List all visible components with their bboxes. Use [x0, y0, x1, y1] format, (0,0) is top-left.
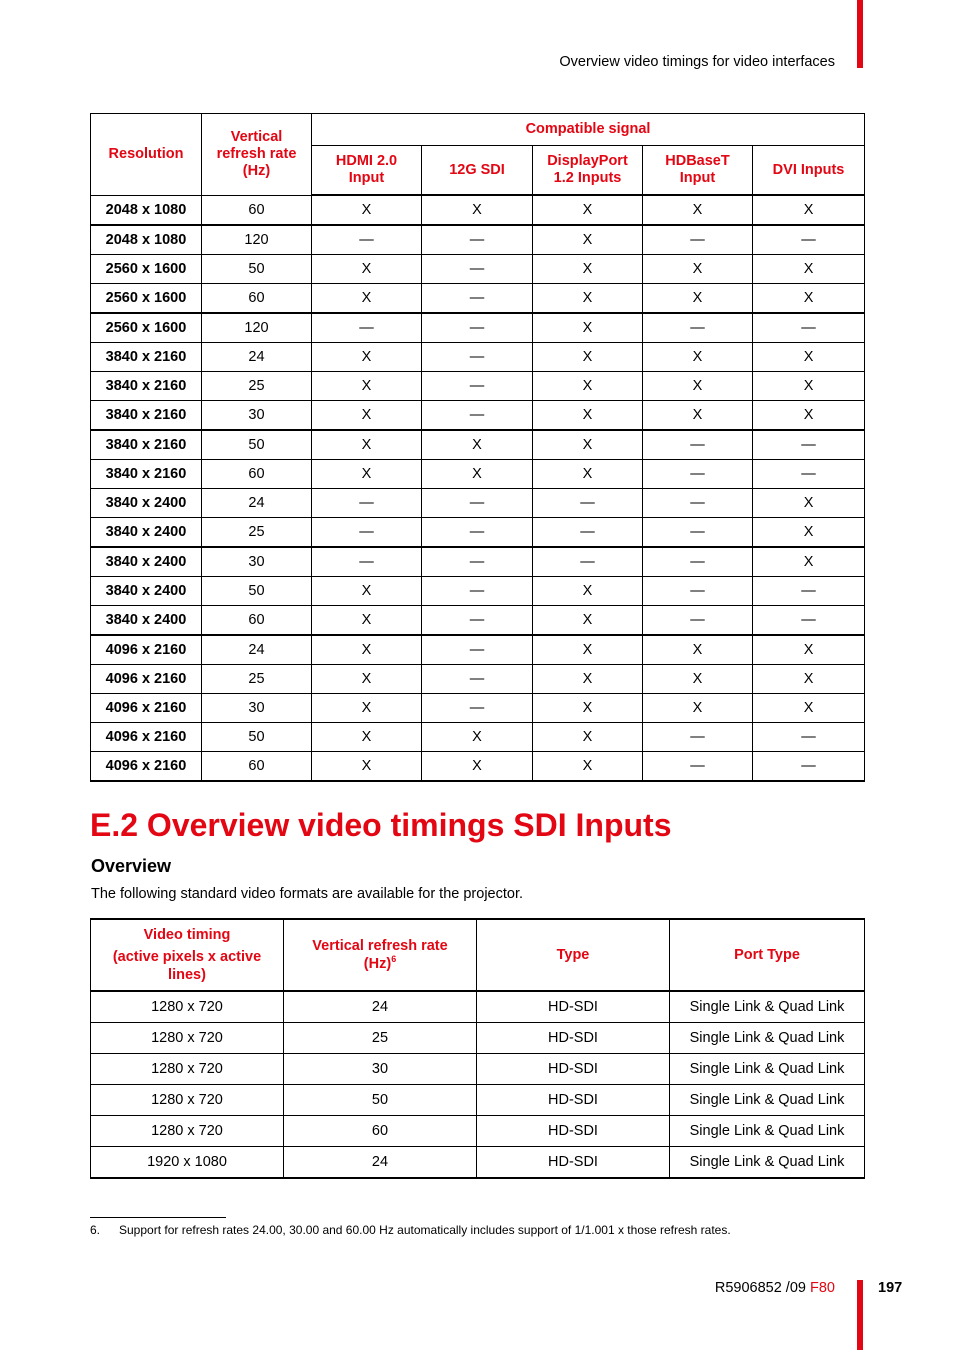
refresh-cell: 24 [284, 991, 477, 1023]
table-row [91, 518, 865, 548]
table-row [91, 723, 865, 752]
resolution-cell: 3840 x 2400 [91, 489, 202, 518]
header-12g-sdi: 12G SDI [422, 146, 533, 196]
signal-cell: X [753, 635, 865, 665]
table-row [91, 195, 865, 225]
resolution-cell: 4096 x 2160 [91, 723, 202, 752]
refresh-cell: 60 [202, 284, 312, 314]
signal-cell: — [753, 723, 865, 752]
top-accent-bar [857, 0, 863, 68]
resolution-cell: 2560 x 1600 [91, 313, 202, 343]
signal-cell: — [422, 284, 533, 314]
table-row [91, 1085, 865, 1116]
table-row [91, 665, 865, 694]
video-timing-cell: 1920 x 1080 [91, 1147, 284, 1179]
signal-cell: — [643, 577, 753, 606]
resolution-cell: 3840 x 2160 [91, 430, 202, 460]
signal-cell: X [753, 401, 865, 431]
signal-cell: — [753, 460, 865, 489]
header-vertical-refresh-rate: Vertical refresh rate $(Hz)^6$ [284, 919, 477, 991]
signal-cell: X [312, 752, 422, 782]
footnote [90, 1223, 731, 1237]
port-type-cell: Single Link & Quad Link [670, 1116, 865, 1147]
signal-cell: X [753, 665, 865, 694]
signal-cell: X [312, 606, 422, 636]
header-resolution: Resolution [91, 114, 202, 196]
refresh-cell: 60 [202, 460, 312, 489]
resolution-cell: 3840 x 2160 [91, 372, 202, 401]
signal-cell: X [312, 343, 422, 372]
refresh-cell: 60 [202, 752, 312, 782]
refresh-cell: 24 [202, 489, 312, 518]
resolution-cell: 3840 x 2400 [91, 547, 202, 577]
signal-cell: — [422, 313, 533, 343]
signal-cell: — [312, 225, 422, 255]
refresh-cell: 120 [202, 225, 312, 255]
footnote-text: Support for refresh rates 24.00, 30.00 and 60.00 Hz automatically includes support of 1/1.001 x those refresh rates. [119, 1223, 731, 1237]
signal-cell: — [643, 460, 753, 489]
signal-cell: — [312, 518, 422, 548]
header-vertical-refresh: Vertical refresh rate (Hz) [202, 114, 312, 196]
signal-cell: — [422, 577, 533, 606]
signal-cell: — [422, 547, 533, 577]
signal-cell: X [312, 665, 422, 694]
table-row [91, 694, 865, 723]
signal-cell: X [533, 665, 643, 694]
header-displayport: DisplayPort 1.2 Inputs [533, 146, 643, 196]
signal-cell: X [753, 694, 865, 723]
refresh-cell: 120 [202, 313, 312, 343]
signal-cell: — [643, 752, 753, 782]
signal-cell: — [753, 577, 865, 606]
signal-cell: X [422, 460, 533, 489]
table-row [91, 430, 865, 460]
signal-cell: — [422, 665, 533, 694]
table-row [91, 577, 865, 606]
signal-cell: X [533, 606, 643, 636]
header-hdmi: HDMI 2.0 Input [312, 146, 422, 196]
signal-cell: — [643, 225, 753, 255]
signal-cell: X [312, 635, 422, 665]
table-row [91, 635, 865, 665]
signal-cell: — [422, 225, 533, 255]
resolution-cell: 4096 x 2160 [91, 635, 202, 665]
footnote-divider [90, 1217, 226, 1218]
footer-document-id [715, 1280, 835, 1296]
signal-cell: — [533, 547, 643, 577]
signal-cell: X [422, 752, 533, 782]
signal-cell: X [312, 460, 422, 489]
sdi-timings-table [90, 918, 865, 1179]
refresh-cell: 50 [202, 723, 312, 752]
signal-cell: X [533, 723, 643, 752]
table-row [91, 343, 865, 372]
refresh-cell: 25 [202, 518, 312, 548]
signal-cell: X [753, 195, 865, 225]
table-row [91, 255, 865, 284]
port-type-cell: Single Link & Quad Link [670, 1085, 865, 1116]
signal-cell: X [312, 255, 422, 284]
refresh-cell: 24 [284, 1147, 477, 1179]
resolution-cell: 2048 x 1080 [91, 225, 202, 255]
table-row [91, 1054, 865, 1085]
model-name: F80 [810, 1280, 835, 1296]
type-cell: HD-SDI [477, 1085, 670, 1116]
signal-cell: — [643, 606, 753, 636]
doc-number: R5906852 /09 [714, 1280, 806, 1296]
refresh-cell: 50 [202, 255, 312, 284]
resolution-cell: 2048 x 1080 [91, 195, 202, 225]
signal-cell: X [753, 547, 865, 577]
signal-cell: X [533, 225, 643, 255]
signal-cell: — [643, 489, 753, 518]
resolution-cell: 4096 x 2160 [91, 752, 202, 782]
signal-cell: — [753, 752, 865, 782]
signal-cell: X [312, 372, 422, 401]
header-port-type: Port Type [670, 919, 865, 991]
signal-cell: — [422, 255, 533, 284]
signal-cell: X [753, 372, 865, 401]
signal-cell: X [753, 489, 865, 518]
signal-cell: X [533, 284, 643, 314]
signal-cell: — [753, 606, 865, 636]
section-title: E.2 Overview video timings SDI Inputs [90, 807, 672, 843]
signal-cell: X [312, 723, 422, 752]
signal-cell: — [312, 489, 422, 518]
video-timing-cell: 1280 x 720 [91, 1023, 284, 1054]
resolution-cell: 2560 x 1600 [91, 284, 202, 314]
header-type: Type [477, 919, 670, 991]
signal-cell: — [312, 313, 422, 343]
signal-cell: — [643, 518, 753, 548]
signal-cell: — [422, 694, 533, 723]
video-timing-cell: 1280 x 720 [91, 991, 284, 1023]
table-row [91, 1147, 865, 1179]
resolution-cell: 3840 x 2160 [91, 343, 202, 372]
table-row [91, 489, 865, 518]
signal-cell: — [753, 430, 865, 460]
signal-cell: X [533, 343, 643, 372]
page-number: 197 [878, 1280, 903, 1296]
footnote-number: 6. [90, 1223, 101, 1237]
signal-cell: — [422, 372, 533, 401]
type-cell: HD-SDI [477, 1023, 670, 1054]
table-row [91, 225, 865, 255]
signal-cell: X [312, 195, 422, 225]
table-row [91, 401, 865, 431]
section-subtitle: Overview [91, 856, 172, 876]
table-row [91, 752, 865, 782]
signal-cell: X [643, 635, 753, 665]
table-row [91, 284, 865, 314]
signal-cell: X [533, 372, 643, 401]
refresh-cell: 60 [202, 195, 312, 225]
table-row [91, 1023, 865, 1054]
signal-cell: — [643, 430, 753, 460]
signal-cell: X [312, 577, 422, 606]
resolution-cell: 3840 x 2160 [91, 460, 202, 489]
signal-cell: — [643, 723, 753, 752]
refresh-cell: 50 [202, 577, 312, 606]
signal-cell: X [643, 401, 753, 431]
video-timing-cell: 1280 x 720 [91, 1054, 284, 1085]
refresh-cell: 50 [284, 1085, 477, 1116]
signal-cell: X [533, 752, 643, 782]
refresh-cell: 25 [284, 1023, 477, 1054]
resolution-cell: 4096 x 2160 [91, 665, 202, 694]
footnote-reference[interactable]: 6 [391, 954, 397, 965]
table-row [91, 460, 865, 489]
refresh-cell: 24 [202, 635, 312, 665]
refresh-cell: 30 [202, 694, 312, 723]
signal-cell: X [312, 430, 422, 460]
signal-cell: — [422, 635, 533, 665]
signal-cell: X [422, 195, 533, 225]
signal-cell: X [533, 460, 643, 489]
running-header: Overview video timings for video interfaces [559, 54, 835, 70]
refresh-cell: 30 [284, 1054, 477, 1085]
signal-cell: X [643, 372, 753, 401]
port-type-cell: Single Link & Quad Link [670, 1147, 865, 1179]
resolution-cell: 4096 x 2160 [91, 694, 202, 723]
resolution-cell: 3840 x 2400 [91, 606, 202, 636]
type-cell: HD-SDI [477, 1147, 670, 1179]
refresh-cell: 24 [202, 343, 312, 372]
signal-cell: — [422, 606, 533, 636]
table-row [91, 547, 865, 577]
signal-cell: X [422, 723, 533, 752]
signal-cell: X [643, 343, 753, 372]
signal-cell: X [643, 694, 753, 723]
port-type-cell: Single Link & Quad Link [670, 991, 865, 1023]
bottom-accent-bar [857, 1280, 863, 1350]
refresh-cell: 60 [202, 606, 312, 636]
refresh-cell: 25 [202, 372, 312, 401]
resolution-cell: 3840 x 2400 [91, 577, 202, 606]
signal-cell: X [312, 401, 422, 431]
resolution-cell: 3840 x 2160 [91, 401, 202, 431]
refresh-cell: 60 [284, 1116, 477, 1147]
refresh-cell: 25 [202, 665, 312, 694]
signal-cell: X [643, 284, 753, 314]
signal-cell: X [753, 518, 865, 548]
signal-cell: X [533, 195, 643, 225]
intro-paragraph: The following standard video formats are available for the projector. [91, 886, 524, 902]
signal-cell: X [753, 284, 865, 314]
video-timings-table [90, 113, 865, 782]
header-hdbaset: HDBaseT Input [643, 146, 753, 196]
resolution-cell: 2560 x 1600 [91, 255, 202, 284]
video-timing-cell: 1280 x 720 [91, 1116, 284, 1147]
signal-cell: — [643, 547, 753, 577]
video-timing-cell: 1280 x 720 [91, 1085, 284, 1116]
refresh-cell: 30 [202, 547, 312, 577]
table-row [91, 991, 865, 1023]
signal-cell: X [643, 195, 753, 225]
refresh-cell: 50 [202, 430, 312, 460]
signal-cell: X [533, 401, 643, 431]
resolution-cell: 3840 x 2400 [91, 518, 202, 548]
signal-cell: X [533, 694, 643, 723]
signal-cell: X [312, 694, 422, 723]
signal-cell: — [753, 225, 865, 255]
signal-cell: — [422, 489, 533, 518]
type-cell: HD-SDI [477, 1116, 670, 1147]
signal-cell: X [533, 577, 643, 606]
table-row [91, 313, 865, 343]
signal-cell: — [312, 547, 422, 577]
signal-cell: — [422, 518, 533, 548]
type-cell: HD-SDI [477, 991, 670, 1023]
table-row [91, 372, 865, 401]
signal-cell: X [422, 430, 533, 460]
signal-cell: X [312, 284, 422, 314]
signal-cell: — [753, 313, 865, 343]
header-compatible-signal: Compatible signal [312, 114, 865, 146]
signal-cell: — [533, 518, 643, 548]
signal-cell: X [533, 430, 643, 460]
signal-cell: — [533, 489, 643, 518]
signal-cell: X [753, 343, 865, 372]
signal-cell: X [643, 665, 753, 694]
signal-cell: X [753, 255, 865, 284]
signal-cell: X [533, 255, 643, 284]
signal-cell: X [533, 313, 643, 343]
signal-cell: — [422, 343, 533, 372]
header-video-timing: Video timing (active pixels x active lines) [91, 919, 284, 991]
port-type-cell: Single Link & Quad Link [670, 1054, 865, 1085]
type-cell: HD-SDI [477, 1054, 670, 1085]
header-dvi: DVI Inputs [753, 146, 865, 196]
signal-cell: X [643, 255, 753, 284]
table-row [91, 606, 865, 636]
signal-cell: — [422, 401, 533, 431]
port-type-cell: Single Link & Quad Link [670, 1023, 865, 1054]
table-row [91, 1116, 865, 1147]
refresh-cell: 30 [202, 401, 312, 431]
signal-cell: — [643, 313, 753, 343]
signal-cell: X [533, 635, 643, 665]
